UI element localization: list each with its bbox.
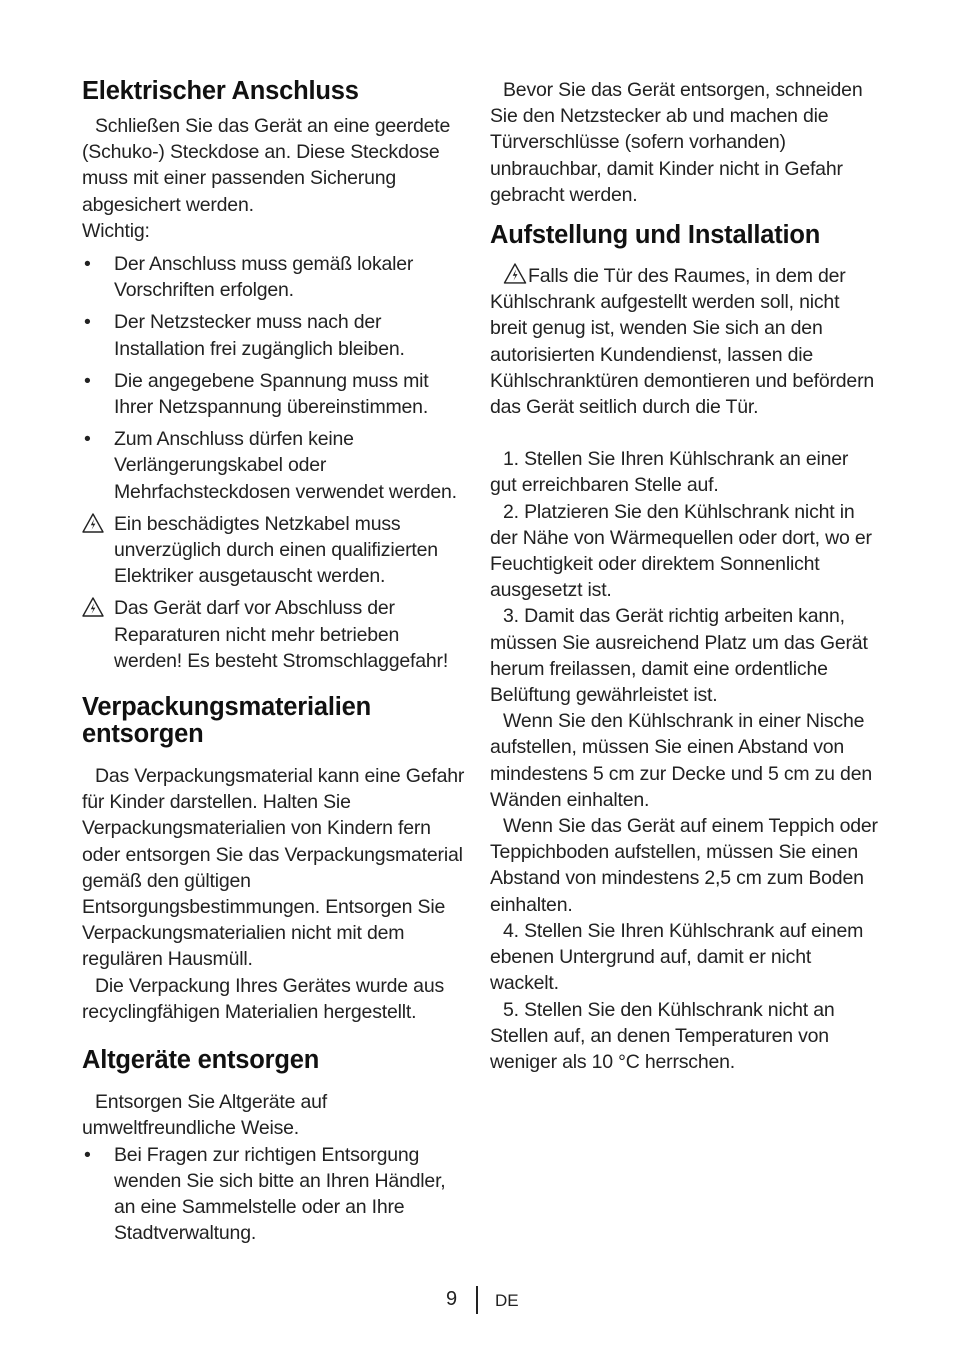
list-item-text: Bei Fragen zur richtigen Entsorgung wenden Sie sich bitte an Ihren Händler, an eine Sammelstelle oder an Ihre Stadtverwaltung. xyxy=(114,1143,446,1245)
verpackung-paragraph-2: Die Verpackung Ihres Gerätes wurde aus recyclingfähigen Materialien hergestellt. xyxy=(82,974,445,1023)
list-item-text: Die angegebene Spannung muss mit Ihrer Netzspannung übereinstimmen. xyxy=(114,369,429,419)
page-footer xyxy=(0,1286,954,1316)
step-item: 4. Stellen Sie Ihren Kühlschrank auf einem ebenen Untergrund auf, damit er nicht wackelt. xyxy=(490,919,864,995)
warning-item xyxy=(82,595,466,674)
list-item xyxy=(82,309,466,361)
aufstellung-warning-paragraph xyxy=(490,263,878,420)
step-item: 5. Stellen Sie den Kühlschrank nicht an Stellen auf, an denen Temperaturen von weniger als 10 °C herrschen. xyxy=(490,998,835,1073)
list-item-text: Der Anschluss muss gemäß lokaler Vorschriften erfolgen. xyxy=(114,253,414,302)
step-item: 2. Platzieren Sie den Kühlschrank nicht in der Nähe von Wärmequellen oder dort, wo er Feuchtigkeit oder direktem Sonnenlicht ausgesetzt ist. xyxy=(490,500,872,602)
list-item xyxy=(82,251,466,303)
warning-triangle-icon xyxy=(82,513,104,533)
warning-text: Das Gerät darf vor Abschluss der Reparaturen nicht mehr betrieben werden! Es besteht Stromschlaggefahr! xyxy=(114,597,449,672)
list-item-text: Der Netzstecker muss nach der Installation frei zugänglich bleiben. xyxy=(114,311,405,360)
anschluss-wichtig: Wichtig: xyxy=(82,219,150,242)
step-item: Wenn Sie das Gerät auf einem Teppich oder Teppichboden aufstellen, müssen Sie einen Abstand von mindestens 2,5 cm zum Boden einhalten. xyxy=(490,815,878,916)
anschluss-intro: Schließen Sie das Gerät an eine geerdete (Schuko-) Steckdose an. Diese Steckdose muss mit einer passenden Sicherung abgesichert werden. xyxy=(82,115,451,216)
step-item: Wenn Sie den Kühlschrank in einer Nische aufstellen, müssen Sie einen Abstand von mindestens 5 cm zur Decke und 5 cm zu den Wänden einhalten. xyxy=(490,710,872,811)
warning-item xyxy=(82,511,466,590)
heading-aufstellung-installation: Aufstellung und Installation xyxy=(490,221,821,250)
step-item: 1. Stellen Sie Ihren Kühlschrank an einer gut erreichbaren Stelle auf. xyxy=(490,448,849,497)
language-code: DE xyxy=(495,1291,519,1310)
altgeraete-paragraph: Entsorgen Sie Altgeräte auf umweltfreundliche Weise. xyxy=(82,1091,328,1140)
verpackung-paragraph-1: Das Verpackungsmaterial kann eine Gefahr für Kinder darstellen. Halten Sie Verpackungsmaterialien von Kindern fern oder entsorgen Sie das Verpackungsmaterial gemäß den gültigen Entsorgungsbestimmungen. Entsorgen Sie Verpackungsmaterialien nicht mit dem regulären Hausmüll. xyxy=(82,765,465,971)
list-item xyxy=(82,368,466,420)
heading-altgeraete-entsorgen: Altgeräte entsorgen xyxy=(82,1046,320,1075)
heading-verpackungsmaterialien: Verpackungsmaterialien entsorgen xyxy=(82,693,371,749)
anschluss-bullet-list xyxy=(82,251,466,674)
warning-triangle-icon xyxy=(503,263,527,284)
list-item xyxy=(82,426,466,505)
left-column xyxy=(82,72,466,1246)
warning-triangle-icon xyxy=(82,597,104,617)
entsorgen-hinweis-paragraph: Bevor Sie das Gerät entsorgen, schneiden Sie den Netzstecker ab und machen die Türverschlüsse (sofern vorhanden) unbrauchbar, damit Kinder nicht in Gefahr gebracht werden. xyxy=(490,79,863,206)
bullet-mark: • xyxy=(84,311,91,334)
aufstellung-warning-text: Falls die Tür des Raumes, in dem der Kühlschrank aufgestellt werden soll, nicht breit genug ist, wenden Sie sich an den autorisierten Kundendienst, lassen die Kühlschranktüren demontieren und befördern das Gerät seitlich durch die Tür. xyxy=(490,265,875,419)
bullet-mark: • xyxy=(84,1143,91,1166)
bullet-mark: • xyxy=(84,253,91,276)
footer-divider xyxy=(476,1286,478,1314)
right-column xyxy=(490,72,878,1075)
bullet-mark: • xyxy=(84,428,91,451)
aufstellung-steps xyxy=(490,446,878,1075)
bullet-mark: • xyxy=(84,369,91,392)
list-item-text: Zum Anschluss dürfen keine Verlängerungskabel oder Mehrfachsteckdosen verwendet werden. xyxy=(114,428,457,503)
page-number: 9 xyxy=(446,1288,458,1310)
step-item: 3. Damit das Gerät richtig arbeiten kann, müssen Sie ausreichend Platz um das Gerät herum freilassen, damit eine ordentliche Belüftung gewährleistet ist. xyxy=(490,605,868,707)
heading-elektrischer-anschluss: Elektrischer Anschluss xyxy=(82,77,359,105)
warning-text: Ein beschädigtes Netzkabel muss unverzüglich durch einen qualifizierten Elektriker ausgetauscht werden. xyxy=(114,512,438,588)
list-item xyxy=(82,1142,466,1247)
